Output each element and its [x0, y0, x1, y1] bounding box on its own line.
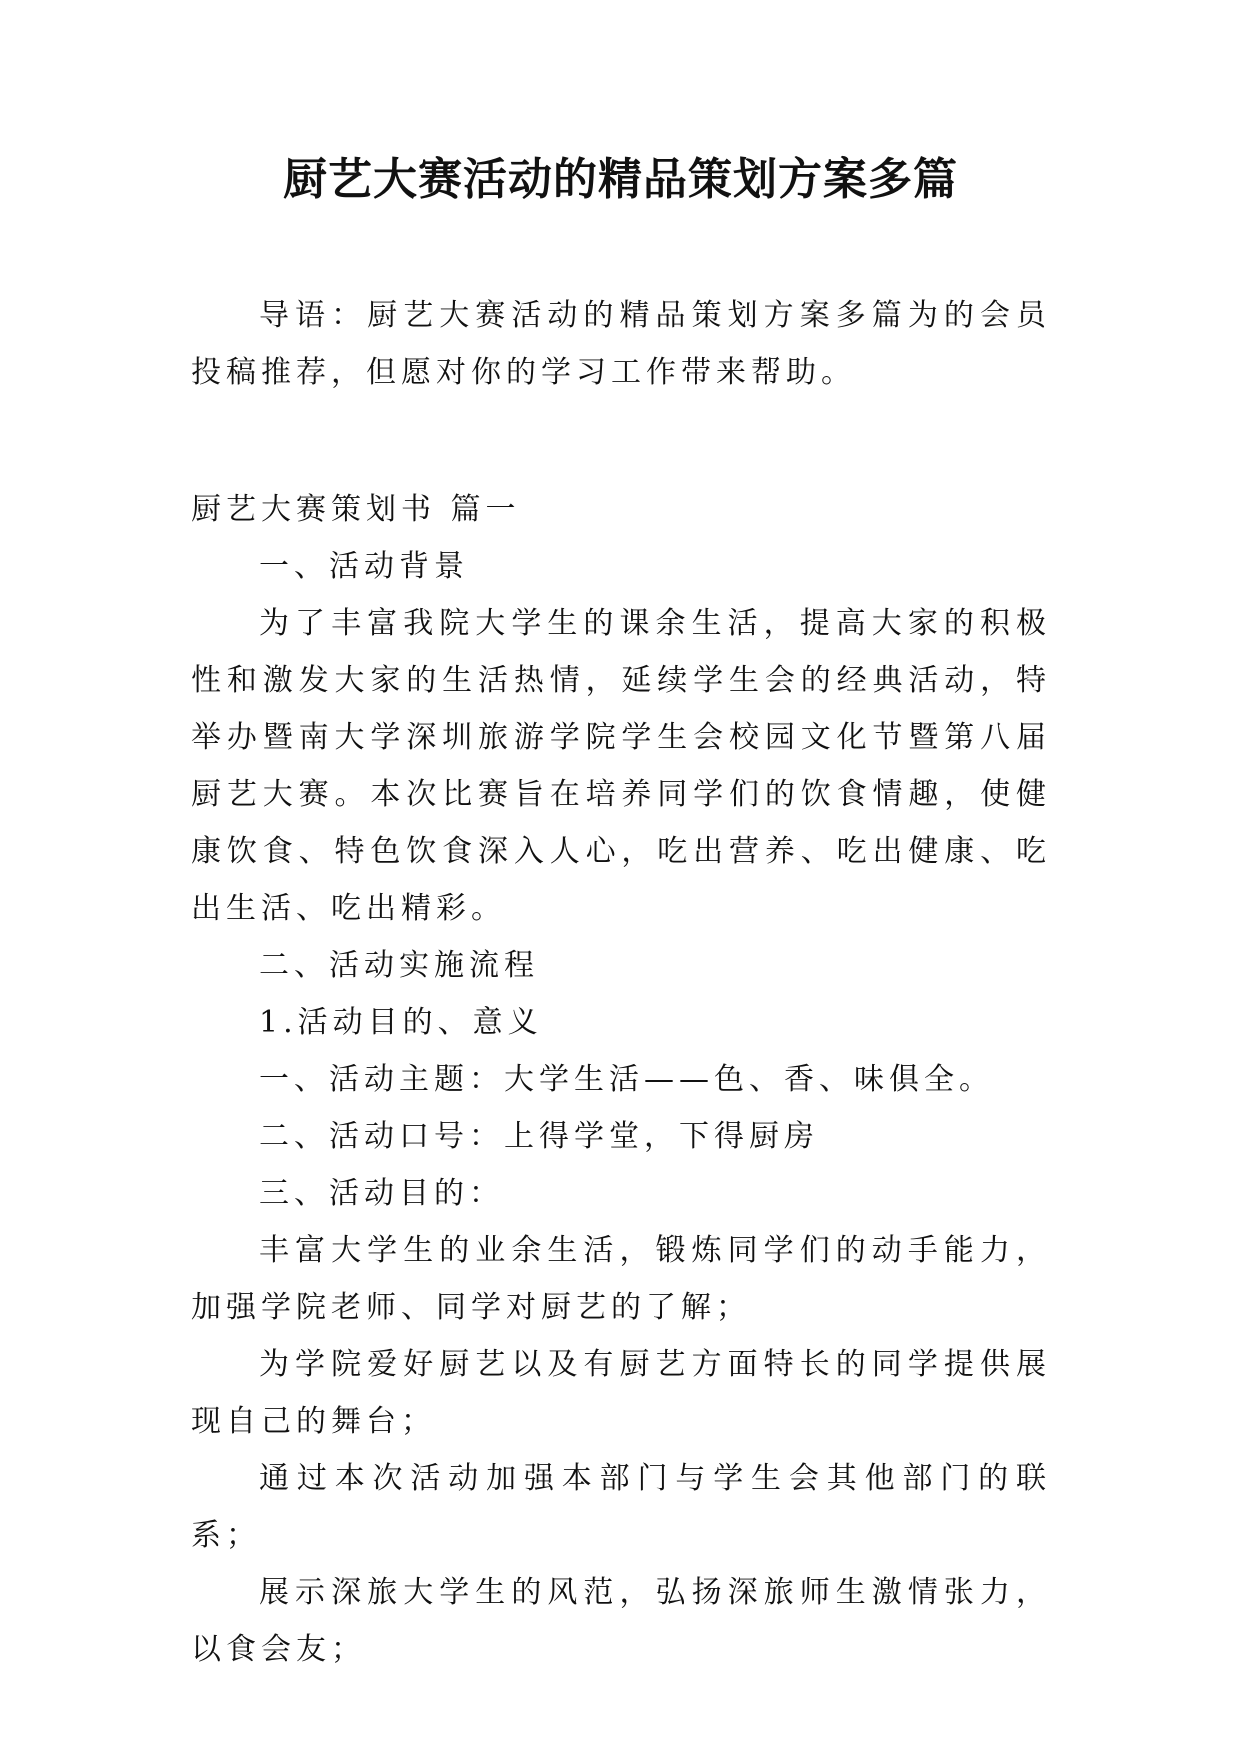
- paragraph: 一、活动主题：大学生活——色、香、味俱全。: [259, 1062, 994, 1097]
- paragraph: 三、活动目的：: [259, 1176, 504, 1211]
- paragraph: 为了丰富我院大学生的课余生活，提高大家的积极性和激发大家的生活热情，延续学生会的经典活动，特举办暨南大学深圳旅游学院学生会校园文化节暨第八届厨艺大赛。本次比赛旨在培养同学们的饮食情趣，使健康饮食、特色饮食深入人心，吃出营养、吃出健康、吃出生活、吃出精彩。: [191, 606, 1051, 926]
- paragraph: 丰富大学生的业余生活，锻炼同学们的动手能力，加强学院老师、同学对厨艺的了解；: [191, 1233, 1051, 1325]
- spacer: [191, 401, 1051, 481]
- section-title: 厨艺大赛策划书 篇一: [191, 492, 521, 527]
- paragraph: 1.活动目的、意义: [259, 1005, 543, 1040]
- paragraph: 一、活动背景: [259, 549, 469, 584]
- paragraph: 为学院爱好厨艺以及有厨艺方面特长的同学提供展现自己的舞台；: [191, 1347, 1051, 1439]
- paragraph: 二、活动实施流程: [259, 948, 539, 983]
- intro-paragraph: 导语：厨艺大赛活动的精品策划方案多篇为的会员投稿推荐，但愿对你的学习工作带来帮助。: [191, 298, 1051, 390]
- paragraph: 通过本次活动加强本部门与学生会其他部门的联系；: [191, 1461, 1051, 1553]
- document-body: [191, 287, 1051, 1678]
- document-title: 厨艺大赛活动的精品策划方案多篇: [283, 154, 958, 205]
- paragraph: 二、活动口号：上得学堂，下得厨房: [259, 1119, 819, 1154]
- paragraph: 展示深旅大学生的风范，弘扬深旅师生激情张力，以食会友；: [191, 1575, 1051, 1667]
